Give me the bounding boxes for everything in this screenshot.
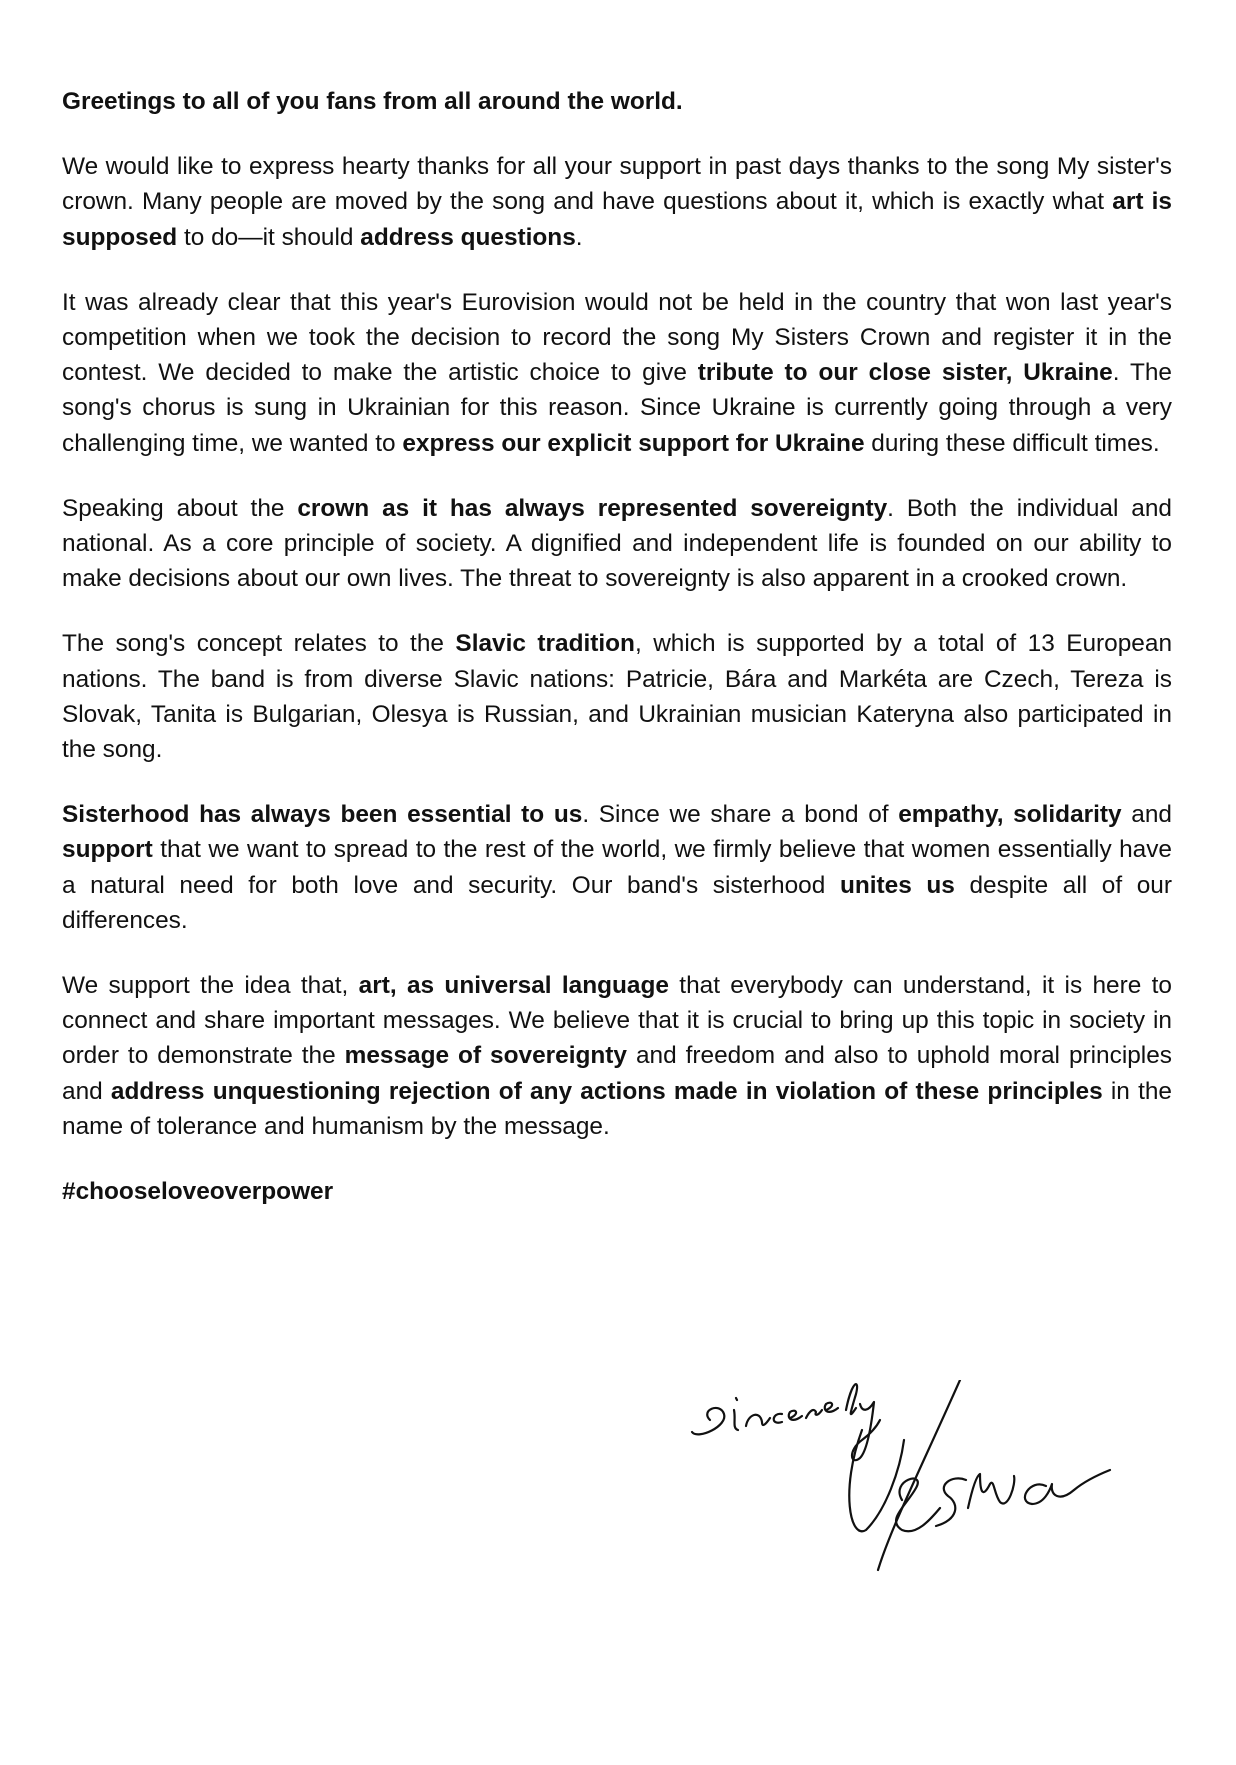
emphasis-text: Sisterhood has always been essential to us: [62, 801, 583, 829]
emphasis-text: address questions: [360, 223, 576, 251]
body-text: and freedom and also to uphold moral principles and: [62, 1042, 1172, 1105]
body-text: We support the idea that,: [62, 972, 359, 1000]
paragraph-thanks: [62, 149, 1172, 255]
body-text: We would like to express hearty thanks for all your support in past days thanks to the song My sister's crown. Many people are moved by the song and have questions about it, which is exactly what: [62, 153, 1172, 216]
body-text: that everybody can understand, it is here to connect and share important messages. We believe that it is crucial to bring up this topic in society in order to demonstrate the: [62, 972, 1172, 1070]
emphasis-text: address unquestioning rejection of any actions made in violation of these principles: [110, 1077, 1103, 1105]
body-text: . Both the individual and national. As a core principle of society. A dignified and independent life is founded on our ability to make decisions about our own lives. The threat to sovereignty is also apparent in a crooked crown.: [62, 494, 1172, 593]
emphasis-text: message of sovereignty: [344, 1042, 627, 1070]
letter-body: [62, 84, 1172, 1239]
emphasis-text: Slavic tradition: [455, 630, 635, 658]
emphasis-text: unites us: [839, 871, 955, 899]
body-text: that we want to spread to the rest of the world, we firmly believe that women essentially have a natural need for both love and security. Our band's sisterhood: [62, 836, 1172, 899]
body-text: The song's concept relates to the: [62, 630, 456, 658]
emphasis-text: express our explicit support for Ukraine: [402, 429, 865, 457]
paragraph-slavic-tradition: [62, 626, 1172, 767]
body-text: .: [575, 223, 583, 251]
body-text: It was already clear that this year's Eurovision would not be held in the country that won last year's competition when we took the decision to record the song My Sisters Crown and register it in the contest. We decided to make the artistic choice to give: [62, 288, 1172, 387]
body-text: during these difficult times.: [864, 429, 1160, 457]
paragraph-universal-language: [62, 968, 1172, 1144]
body-text: and: [1121, 801, 1172, 829]
greeting-paragraph: [62, 84, 1172, 119]
body-text: . The song's chorus is sung in Ukrainian for this reason. Since Ukraine is currently going through a very challenging time, we wanted to: [62, 359, 1172, 457]
body-text: to do—it should: [177, 223, 361, 251]
body-text: despite all of our differences.: [62, 871, 1172, 934]
emphasis-text: art, as universal language: [358, 972, 669, 1000]
emphasis-text: crown as it has always represented sovereignty: [297, 494, 888, 522]
emphasis-text: empathy, solidarity: [898, 801, 1122, 829]
paragraph-sisterhood: [62, 797, 1172, 938]
hashtag-paragraph: [62, 1174, 1172, 1209]
emphasis-text: art is supposed: [62, 188, 1172, 251]
body-text: in the name of tolerance and humanism by the message.: [62, 1077, 1172, 1140]
emphasis-text: support: [62, 836, 153, 864]
emphasis-text: tribute to our close sister, Ukraine: [697, 359, 1113, 387]
greeting-heading: Greetings to all of you fans from all around the world.: [62, 88, 683, 115]
body-text: , which is supported by a total of 13 European nations. The band is from diverse Slavic nations: Patricie, Bára and Markéta are Czech, Tereza is Slovak, Tanita is Bulgarian, Olesya is Russian, and Ukrainian musician Kateryna also participated in the song.: [62, 630, 1173, 764]
paragraph-ukraine-tribute: [62, 285, 1172, 461]
body-text: Speaking about the: [62, 494, 298, 522]
hashtag: #chooseloveoverpower: [62, 1178, 334, 1206]
body-text: . Since we share a bond of: [582, 801, 899, 829]
paragraph-crown-sovereignty: [62, 491, 1172, 597]
handwritten-signature: [690, 1380, 1130, 1600]
